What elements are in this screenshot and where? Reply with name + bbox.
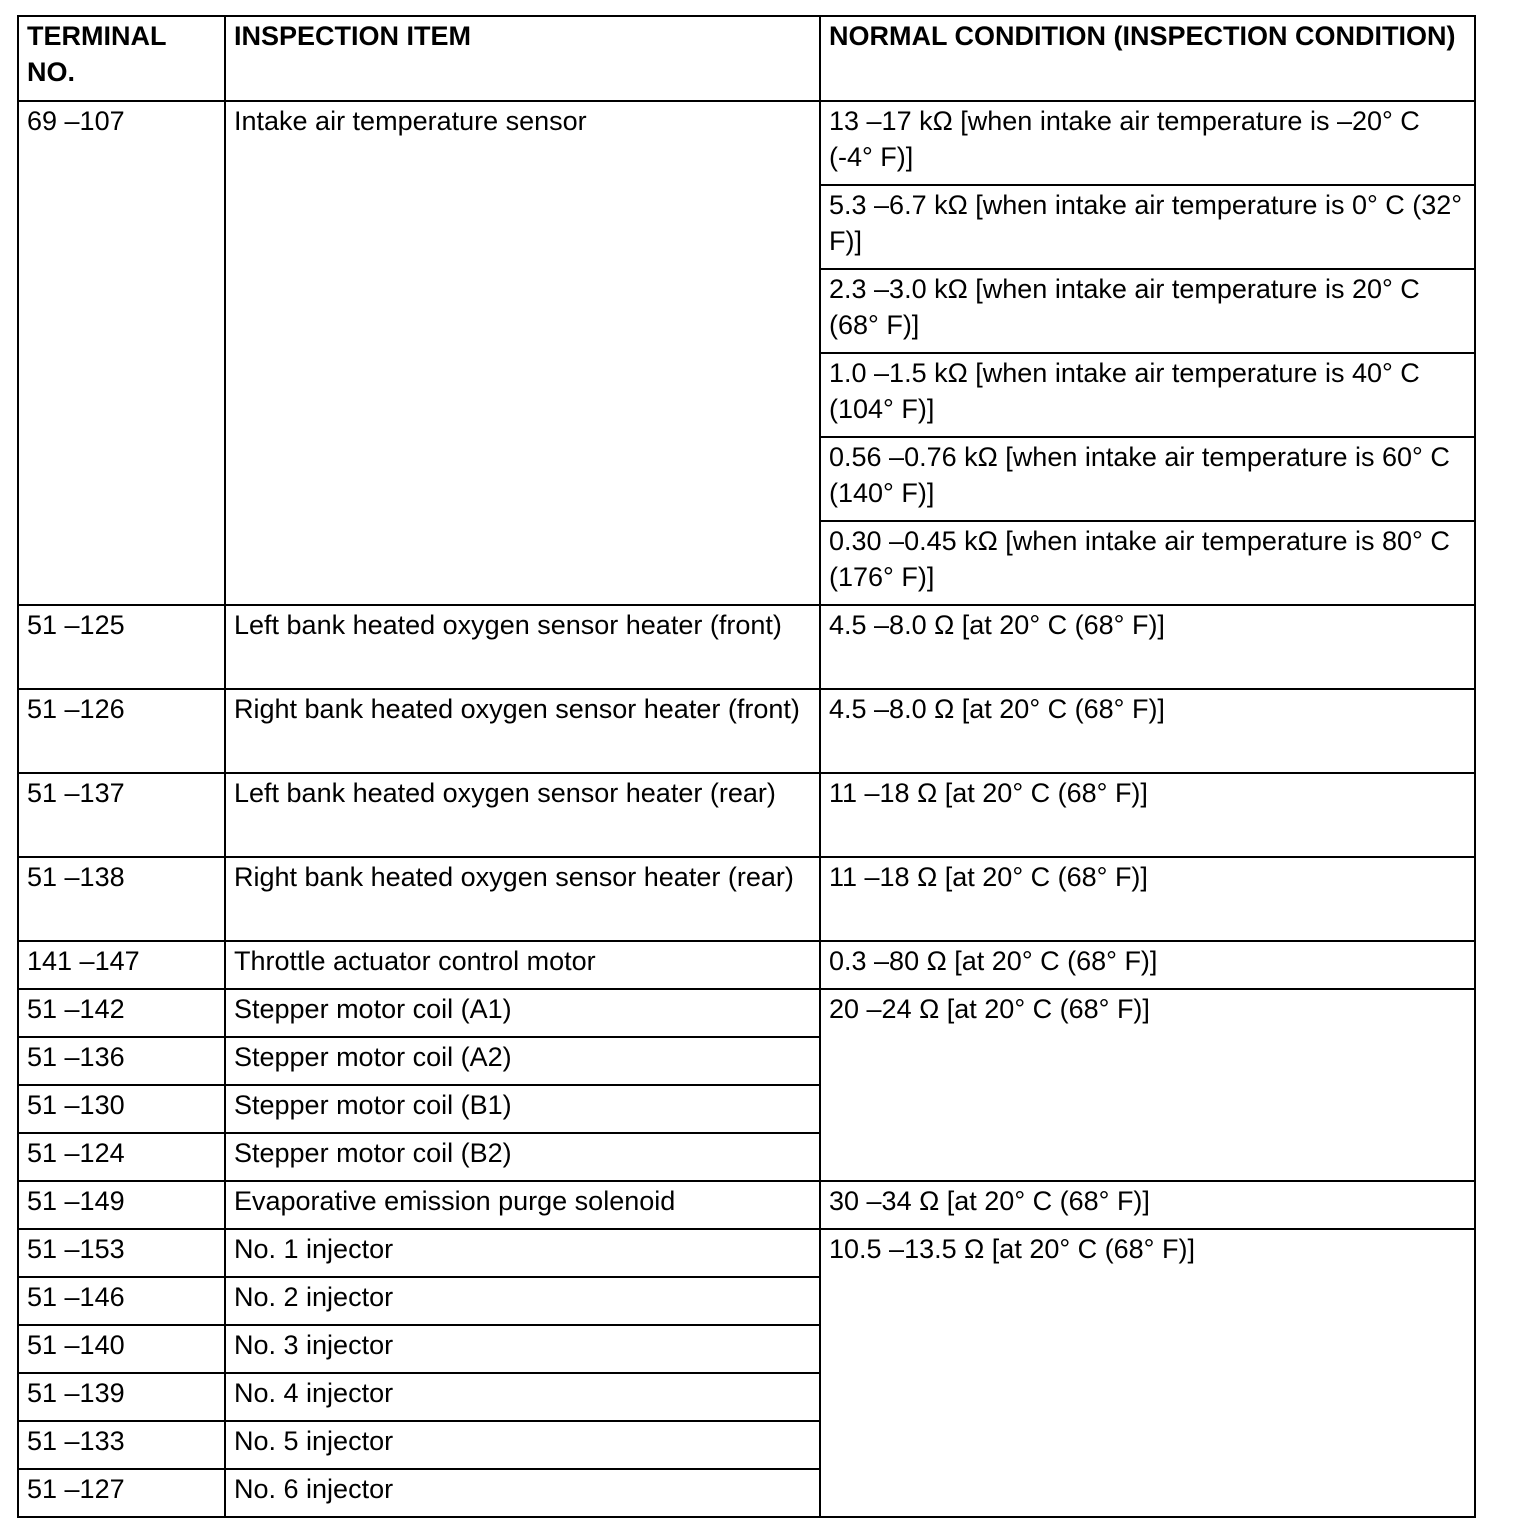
condition-cell: 11 –18 Ω [at 20° C (68° F)] [820, 773, 1475, 857]
table-row [18, 773, 1475, 857]
item-cell: Left bank heated oxygen sensor heater (rear) [225, 773, 820, 857]
terminal-cell: 51 –139 [18, 1373, 225, 1421]
item-cell: No. 5 injector [225, 1421, 820, 1469]
condition-cell: 11 –18 Ω [at 20° C (68° F)] [820, 857, 1475, 941]
condition-cell: 5.3 –6.7 kΩ [when intake air temperature is 0° C (32° F)] [820, 185, 1475, 269]
item-cell: No. 4 injector [225, 1373, 820, 1421]
condition-cell: 4.5 –8.0 Ω [at 20° C (68° F)] [820, 605, 1475, 689]
table-row [18, 989, 1475, 1037]
table-row [18, 1181, 1475, 1229]
condition-cell: 4.5 –8.0 Ω [at 20° C (68° F)] [820, 689, 1475, 773]
terminal-cell: 69 –107 [18, 101, 225, 605]
terminal-cell: 51 –124 [18, 1133, 225, 1181]
item-cell: Stepper motor coil (B1) [225, 1085, 820, 1133]
terminal-cell: 51 –149 [18, 1181, 225, 1229]
terminal-cell: 51 –140 [18, 1325, 225, 1373]
item-cell: Left bank heated oxygen sensor heater (front) [225, 605, 820, 689]
inspection-table [17, 15, 1476, 1518]
terminal-cell: 51 –142 [18, 989, 225, 1037]
header-terminal: TERMINAL NO. [18, 16, 225, 101]
terminal-cell: 51 –126 [18, 689, 225, 773]
item-cell: No. 6 injector [225, 1469, 820, 1517]
header-condition: NORMAL CONDITION (INSPECTION CONDITION) [820, 16, 1475, 101]
header-row [18, 16, 1475, 101]
table-row [18, 857, 1475, 941]
table-row [18, 101, 1475, 185]
condition-cell: 0.3 –80 Ω [at 20° C (68° F)] [820, 941, 1475, 989]
condition-cell: 13 –17 kΩ [when intake air temperature is –20° C (-4° F)] [820, 101, 1475, 185]
condition-cell: 10.5 –13.5 Ω [at 20° C (68° F)] [820, 1229, 1475, 1517]
item-cell: Stepper motor coil (A1) [225, 989, 820, 1037]
item-cell: Intake air temperature sensor [225, 101, 820, 605]
condition-cell: 2.3 –3.0 kΩ [when intake air temperature is 20° C (68° F)] [820, 269, 1475, 353]
item-cell: Evaporative emission purge solenoid [225, 1181, 820, 1229]
condition-cell: 0.30 –0.45 kΩ [when intake air temperature is 80° C (176° F)] [820, 521, 1475, 605]
header-item: INSPECTION ITEM [225, 16, 820, 101]
terminal-cell: 51 –130 [18, 1085, 225, 1133]
item-cell: Throttle actuator control motor [225, 941, 820, 989]
item-cell: Right bank heated oxygen sensor heater (rear) [225, 857, 820, 941]
terminal-cell: 51 –153 [18, 1229, 225, 1277]
terminal-cell: 51 –127 [18, 1469, 225, 1517]
table-row [18, 605, 1475, 689]
condition-cell: 20 –24 Ω [at 20° C (68° F)] [820, 989, 1475, 1181]
condition-cell: 30 –34 Ω [at 20° C (68° F)] [820, 1181, 1475, 1229]
item-cell: No. 1 injector [225, 1229, 820, 1277]
item-cell: Stepper motor coil (A2) [225, 1037, 820, 1085]
table-row [18, 941, 1475, 989]
condition-cell: 0.56 –0.76 kΩ [when intake air temperature is 60° C (140° F)] [820, 437, 1475, 521]
table-row [18, 1229, 1475, 1277]
terminal-cell: 51 –125 [18, 605, 225, 689]
item-cell: No. 3 injector [225, 1325, 820, 1373]
terminal-cell: 51 –136 [18, 1037, 225, 1085]
item-cell: No. 2 injector [225, 1277, 820, 1325]
terminal-cell: 141 –147 [18, 941, 225, 989]
terminal-cell: 51 –138 [18, 857, 225, 941]
terminal-cell: 51 –133 [18, 1421, 225, 1469]
item-cell: Stepper motor coil (B2) [225, 1133, 820, 1181]
terminal-cell: 51 –146 [18, 1277, 225, 1325]
terminal-cell: 51 –137 [18, 773, 225, 857]
table-row [18, 689, 1475, 773]
condition-cell: 1.0 –1.5 kΩ [when intake air temperature is 40° C (104° F)] [820, 353, 1475, 437]
item-cell: Right bank heated oxygen sensor heater (front) [225, 689, 820, 773]
